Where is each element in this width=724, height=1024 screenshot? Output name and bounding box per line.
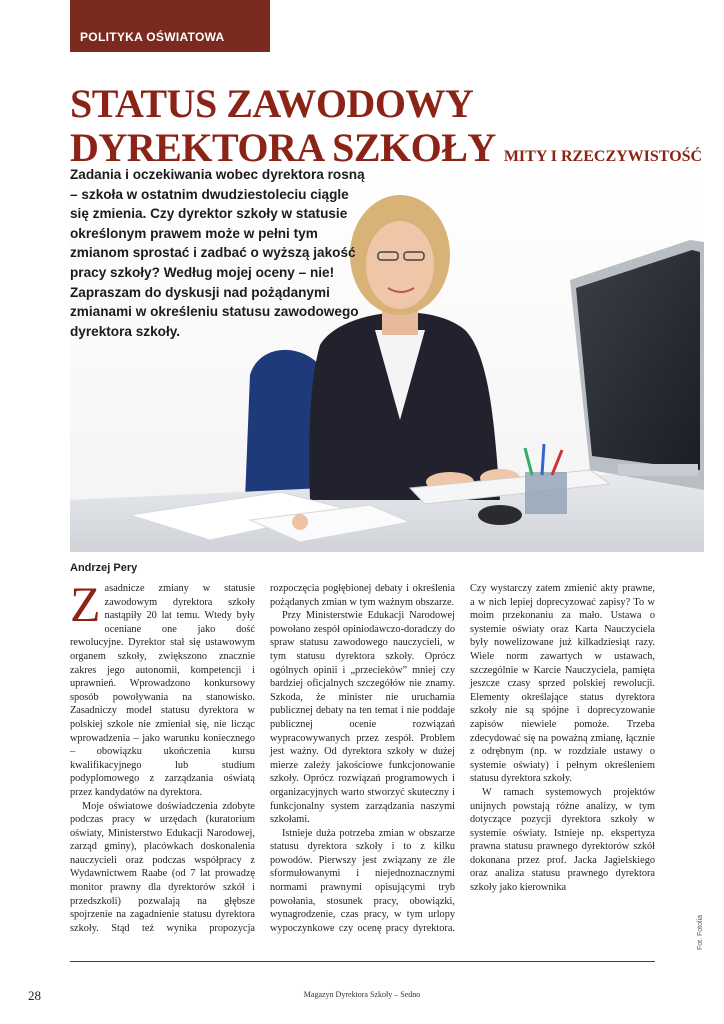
footer-rule	[70, 961, 655, 962]
photo-credit: Fot. Fotolia	[697, 914, 704, 950]
body-paragraph: Istnieje duża potrzeba zmian w obszarze statusu dyrektora szkoły i to z kilku powodów. Pierwszy jest związany ze źle sformułowanymi i niejednoznacznymi normami prawnymi opisującymi tryb powołania, stosunek pracy, obowiązki, wynagrodzenie, czas pracy, w tym urlopy wypoczynkowe czy ocenę pracy dyrektora. Czy wystarczy zatem zmienić akty prawne, a w nich lepiej doprecyzować zapisy? To w moim przekonaniu za mało. Ustawa o systemie oświaty oraz Karta Nauczyciela były nowelizowane już kilkadziesiąt razy. Wiele norm zawartych w ustawach, szczególnie w Karcie Nauczyciela, pamięta jeszcze czasy sprzed polskiej rewolucji. Elementy określające status dyrektora szkoły nie są spójne i doprecyzowanie zapisów niewiele pomoże. Trzeba zdecydować się na poważną zmianę, łącznie z odrębnym (np. w rozdziale ustawy o systemie oświaty) i pełnym określeniem statusu dyrektora szkoły.	[270, 583, 655, 934]
body-paragraph: W ramach systemowych projektów unijnych powstają różne analizy, w tym dotyczące pozycji dyrektora szkoły w systemie oświaty. Istnieje np. ekspertyza prawna statusu prawnego dyrektorów szkół dokonana przez prof. Jacka Jagielskiego oraz analiza statusu prawnego dyrektora szkoły jako kierownika	[470, 786, 655, 894]
body-paragraph	[70, 576, 255, 800]
body-paragraph: Moje oświatowe doświadczenia zdobyte podczas pracy w urzędach (kuratorium oświaty, Ministerstwo Edukacji Narodowej, zarząd gminy), placówkach doskonalenia nauczycieli oraz podczas współpracy z Wydawnictwem Raabe (od 7 lat prowadzę monitor prawny dla dyrektorów szkół i przedszkoli) pozwalają na głębsze spojrzenie na zagadnienie statusu dyrektora szkoły. Stąd też wynika propozycja rozpoczęcia pogłębionej debaty i określenia pożądanych zmian w tym ważnym obszarze.	[70, 583, 455, 934]
section-tab	[70, 0, 270, 52]
article-body	[70, 576, 655, 942]
title-line-2: DYREKTORA SZKOŁY	[70, 125, 496, 170]
article-author: Andrzej Pery	[70, 562, 138, 574]
page-number: 28	[28, 988, 41, 1003]
magazine-footer: Magazyn Dyrektora Szkoły – Sedno	[303, 990, 421, 999]
paragraph-text: asadnicze zmiany w statusie zawodowym dyrektora szkoły nastąpiły 20 lat temu. Wtedy były oceniane one jako dość rewolucyjne. Dyrektor stał się ustawowym organem szkoły, zwiększono znacznie zakres jego autonomii, kompetencji i uprawnień. Wprowadzono konkursowy sposób powoływania na stanowisko. Zasadniczy model statusu dyrektora w polskiej szkole nie zmieniał się, nie licząc wprowadzenia – jako warunku koniecznego – obowiązku ukończenia kursu kwalifikacyjnego lub studium podyplomowego z zarządzania oświatą przez kandydatów na dyrektora.	[70, 583, 255, 798]
section-label: POLITYKA OŚWIATOWA	[80, 30, 225, 44]
article-lead: Zadania i oczekiwania wobec dyrektora rosną – szkoła w ostatnim dwudziestoleciu ciągle się zmienia. Czy dyrektor szkoły w statusie określonym prawem może w pełni tym zmianom sprostać i zadbać o wyższą jakość pracy szkoły? Według mojej oceny – nie! Zapraszam do dyskusji nad pożądanymi zmianami w określeniu statusu zawodowego dyrektora szkoły.	[70, 167, 365, 339]
article-subtitle: MITY I RZECZYWISTOŚĆ	[503, 148, 703, 165]
body-paragraph: Przy Ministerstwie Edukacji Narodowej powołano zespół opiniodawczo-doradczy do spraw statusu zawodowego nauczycieli, w tym statusu dyrektora szkoły. Oprócz ogólnych opinii i „przecieków” mniej czy bardziej oficjalnych szczegółów nie znamy. Szkoda, że minister nie uruchamia publicznej debaty na ten temat i nie poddaje publicznej ocenie rozwiązań wypracowywanych przez zespół. Problem jest ważny. Od dyrektora szkoły w dużej mierze zależy jakościowe funkcjonowanie szkoły. Oprócz rozwiązań programowych i organizacyjnych warto stworzyć skuteczny i funkcjonalny system zarządzania naszymi szkołami.	[270, 610, 455, 826]
drop-cap: Z	[70, 576, 101, 632]
title-line-1: STATUS ZAWODOWY	[70, 81, 474, 126]
